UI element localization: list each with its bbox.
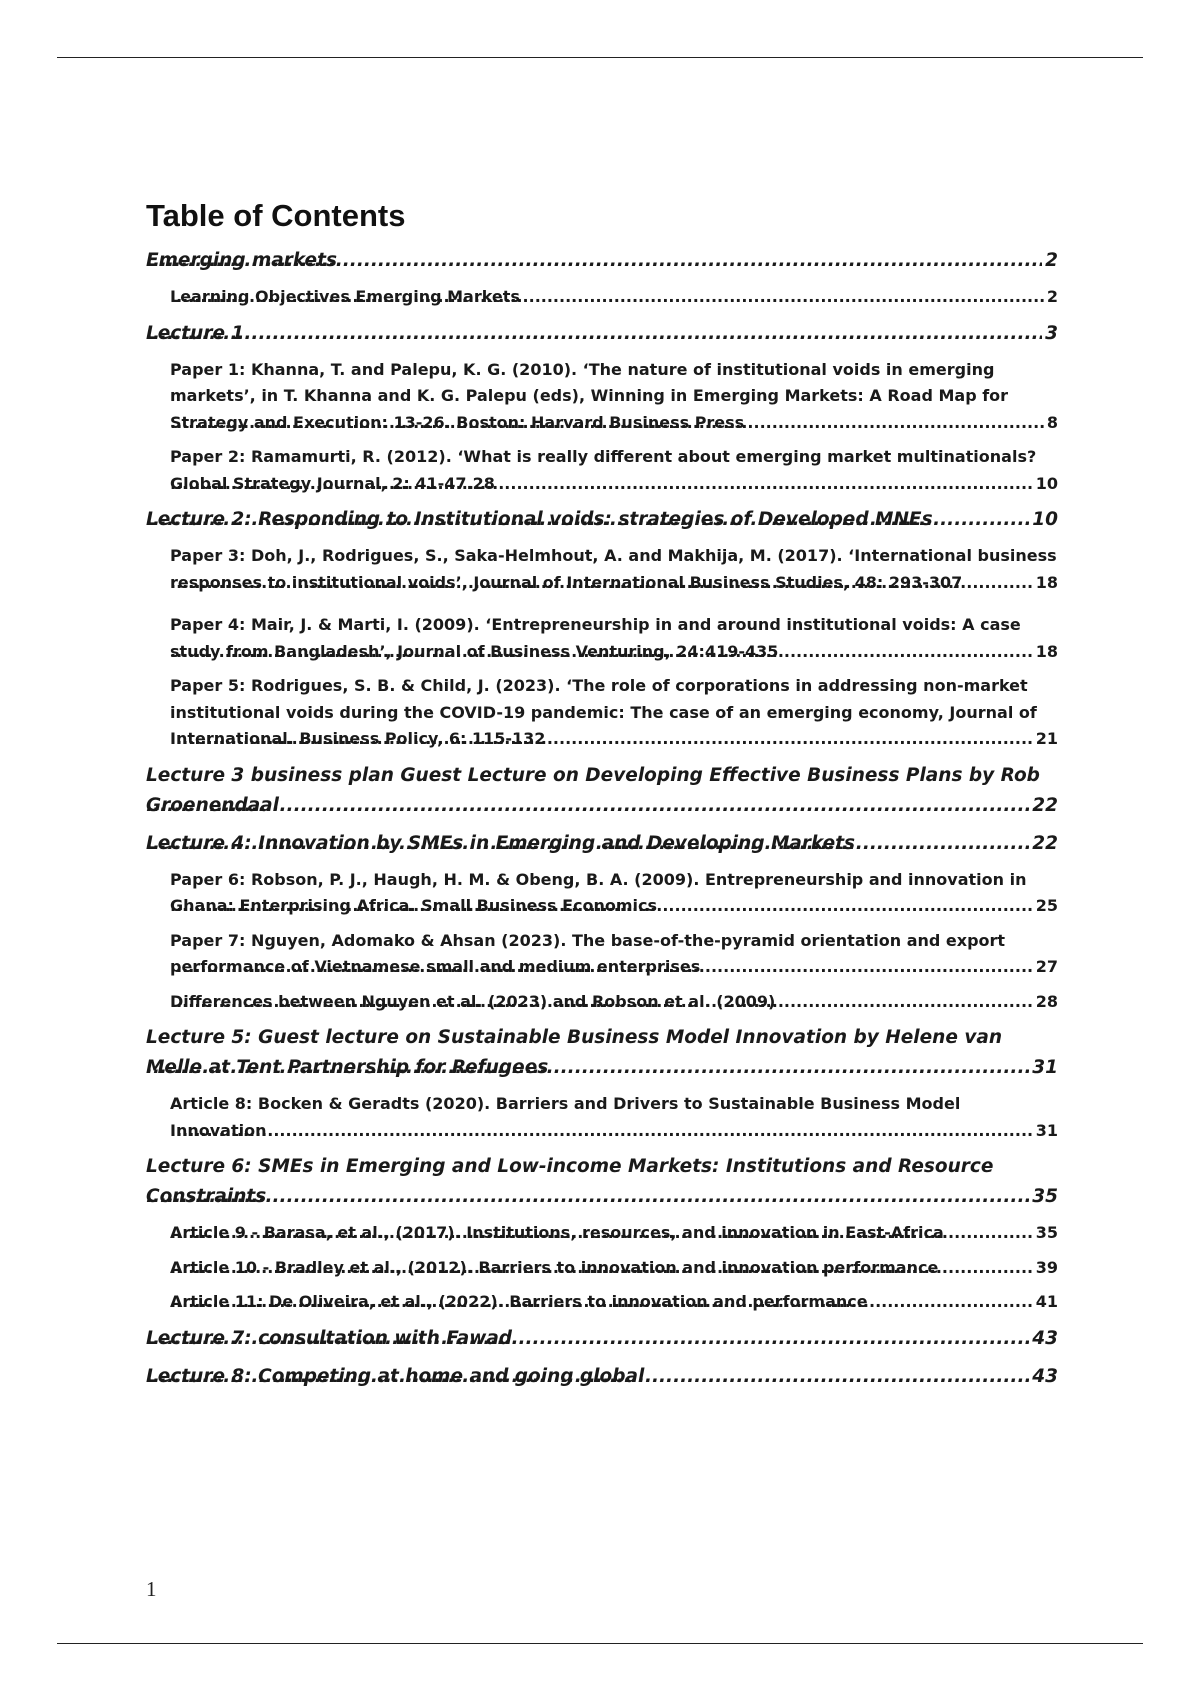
toc-entry-lecture[interactable] — [146, 246, 1058, 276]
toc-entry-item[interactable] — [146, 543, 1058, 596]
toc-entry-page: 22 — [1029, 791, 1058, 821]
toc-entry-page: 31 — [1033, 1118, 1058, 1145]
toc-entry-page: 35 — [1033, 1220, 1058, 1247]
toc-entry-lecture[interactable] — [146, 1023, 1058, 1083]
toc-entry-text: Lecture 3 business plan Guest Lecture on Developing Effective Business Plans by Rob Groenendaal ..... — [146, 765, 1040, 816]
toc-entry-lecture[interactable] — [146, 1324, 1058, 1354]
toc-entry-lecture[interactable] — [146, 505, 1058, 535]
toc-entry-text: Lecture 2: Responding to Institutional voids: strategies of Developed MNEs ..... — [146, 509, 933, 530]
toc-entry-item[interactable] — [146, 357, 1058, 437]
toc-entry-page: 2 — [1044, 284, 1058, 311]
toc-entry-page: 3 — [1042, 319, 1058, 349]
toc-entry-lecture[interactable] — [146, 319, 1058, 349]
toc-entry-text: Lecture 1 ..... — [146, 323, 244, 344]
toc-entry-page: 31 — [1029, 1053, 1058, 1083]
document-body — [146, 196, 1058, 1400]
toc-entry-item[interactable] — [146, 444, 1058, 497]
toc-entry-item[interactable] — [146, 673, 1058, 753]
toc-entry-lecture[interactable] — [146, 829, 1058, 859]
toc-entry-page: 43 — [1029, 1362, 1058, 1392]
toc-entry-page: 18 — [1033, 570, 1058, 597]
toc-entry-text: Paper 6: Robson, P. J., Haugh, H. M. & Obeng, B. A. (2009). Entrepreneurship and innovation in Ghana: Enterprising Africa. Small Business Economics ..... — [170, 870, 1026, 916]
toc-entry-item[interactable] — [146, 989, 1058, 1016]
toc-entry-text: Paper 5: Rodrigues, S. B. & Child, J. (2023). ‘The role of corporations in addressing non-market institutional voids during the COVID-19 pandemic: The case of an emerging economy, Journal of International. Business Policy, 6: 115-132 ..... — [170, 676, 1037, 748]
toc-list — [146, 246, 1058, 1392]
toc-entry-page: 18 — [1033, 639, 1058, 666]
toc-entry-page: 41 — [1033, 1289, 1058, 1316]
toc-entry-page: 10 — [1029, 505, 1058, 535]
toc-entry-item[interactable] — [146, 284, 1058, 311]
toc-entry-text: Paper 2: Ramamurti, R. (2012). ‘What is really different about emerging market multinationals? Global Strategy Journal, 2: 41-47.28 ..... — [170, 447, 1036, 493]
toc-entry-text: Lecture 8: Competing at home and going global ..... — [146, 1366, 644, 1387]
header-rule — [57, 57, 1143, 58]
toc-entry-text: Paper 7: Nguyen, Adomako & Ahsan (2023). The base-of-the-pyramid orientation and export performance of Vietnamese small and medium enterprises ..... — [170, 931, 1005, 977]
toc-entry-text: Paper 4: Mair, J. & Marti, I. (2009). ‘Entrepreneurship in and around institutional voids: A case study from Bangladesh’, Journal of Business Venturing, 24:419-435 ..... — [170, 615, 1021, 661]
toc-entry-text: Article 11: De Oliveira, et al., (2022). Barriers to innovation and performance ..... — [170, 1292, 868, 1311]
toc-entry-page: 25 — [1033, 893, 1058, 920]
toc-entry-text: Lecture 4: Innovation by SMEs in Emerging and Developing Markets ..... — [146, 833, 855, 854]
page-number: 1 — [146, 1577, 157, 1601]
toc-entry-item[interactable] — [146, 1220, 1058, 1247]
toc-entry-page: 10 — [1033, 471, 1058, 498]
page-title: Table of Contents — [146, 198, 406, 233]
toc-entry-text: Learning Objectives Emerging Markets ..... — [170, 287, 520, 306]
toc-entry-text: Emerging markets ..... — [146, 250, 337, 271]
toc-entry-page: 28 — [1033, 989, 1058, 1016]
toc-entry-text: Differences between Nguyen et al. (2023) and Robson et al. (2009) ..... — [170, 992, 775, 1011]
toc-entry-page: 22 — [1029, 829, 1058, 859]
toc-entry-lecture[interactable] — [146, 761, 1058, 821]
toc-entry-lecture[interactable] — [146, 1362, 1058, 1392]
toc-entry-text: Article 9 - Barasa, et al., (2017). Institutions, resources, and innovation in East-Africa ..... — [170, 1223, 944, 1242]
toc-entry-page: 35 — [1029, 1182, 1058, 1212]
toc-entry-page: 39 — [1033, 1255, 1058, 1282]
toc-entry-item[interactable] — [146, 1091, 1058, 1144]
toc-entry-item[interactable] — [146, 867, 1058, 920]
toc-entry-page: 8 — [1044, 410, 1058, 437]
toc-entry-item[interactable] — [146, 1255, 1058, 1282]
toc-entry-text: Article 8: Bocken & Geradts (2020). Barriers and Drivers to Sustainable Business Model Innovation ..... — [170, 1094, 960, 1140]
toc-entry-page: 43 — [1029, 1324, 1058, 1354]
toc-entry-page: 2 — [1042, 246, 1058, 276]
toc-entry-lecture[interactable] — [146, 1152, 1058, 1212]
toc-entry-item[interactable] — [146, 928, 1058, 981]
toc-entry-item[interactable] — [146, 612, 1058, 665]
toc-entry-text: Lecture 7: consultation with Fawad ..... — [146, 1328, 512, 1349]
toc-entry-text: Lecture 6: SMEs in Emerging and Low-income Markets: Institutions and Resource Constraints ..... — [146, 1156, 993, 1207]
toc-entry-text: Lecture 5: Guest lecture on Sustainable Business Model Innovation by Helene van Melle at Tent Partnership for Refugees ..... — [146, 1027, 1002, 1078]
toc-entry-page: 21 — [1033, 726, 1058, 753]
toc-entry-text: Article 10 - Bradley et al., (2012). Barriers to innovation and innovation performance ..... — [170, 1258, 938, 1277]
footer-rule — [57, 1643, 1143, 1644]
toc-entry-text: Paper 1: Khanna, T. and Palepu, K. G. (2010). ‘The nature of institutional voids in emerging markets’, in T. Khanna and K. G. Palepu (eds), Winning in Emerging Markets: A Road Map for Strategy and Execution: 13-26. Boston: Harvard Business Press ..... — [170, 360, 1008, 432]
toc-entry-item[interactable] — [146, 1289, 1058, 1316]
toc-entry-text: Paper 3: Doh, J., Rodrigues, S., Saka-Helmhout, A. and Makhija, M. (2017). ‘International business responses to institutional voids’, Journal of International Business Studies, 48: 293-307 ..... — [170, 546, 1057, 592]
toc-entry-page: 27 — [1033, 954, 1058, 981]
